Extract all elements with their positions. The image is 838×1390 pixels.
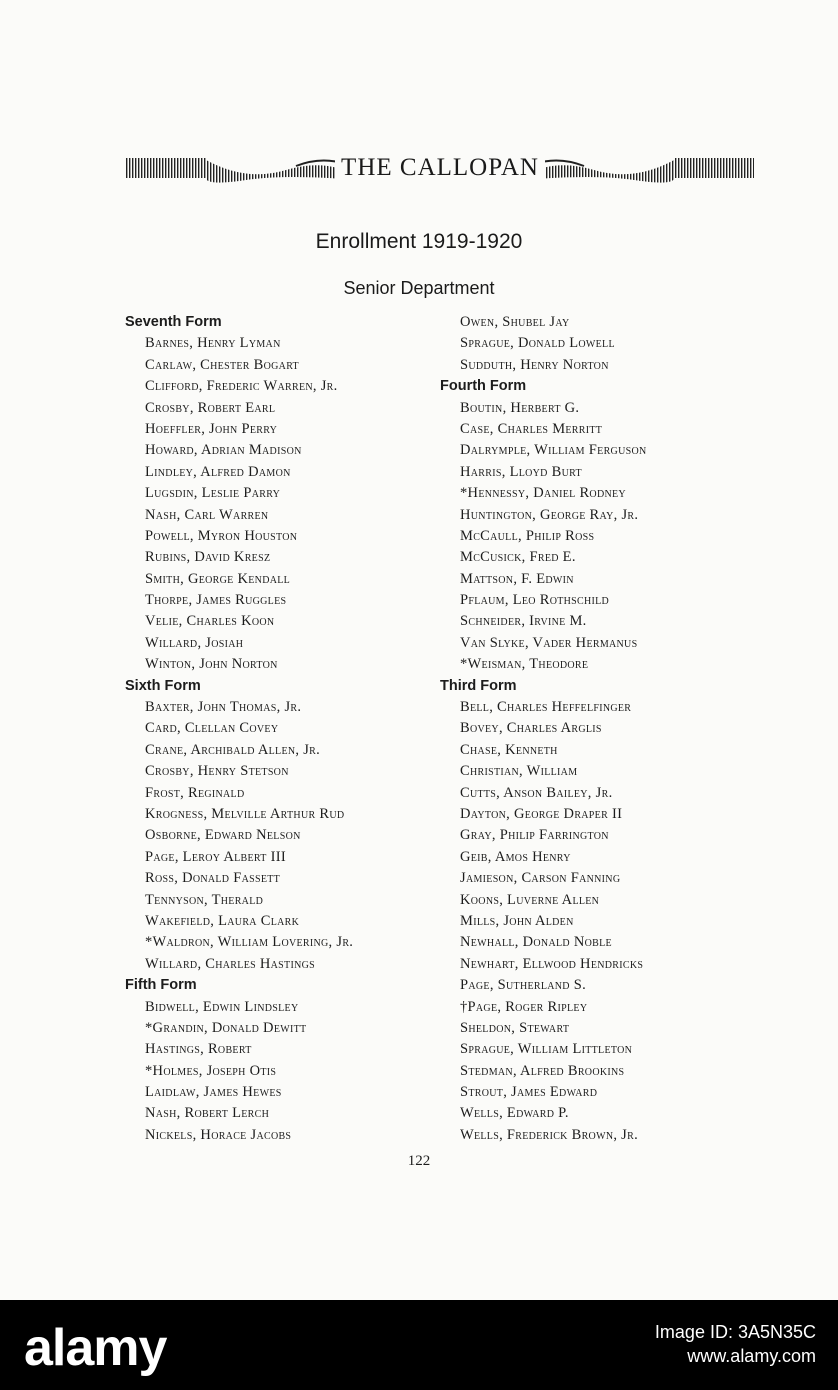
student-name: Crane, Archibald Allen, Jr. bbox=[145, 741, 321, 758]
form-heading: Fifth Form bbox=[125, 977, 197, 994]
student-name: Dalrymple, William Ferguson bbox=[460, 442, 647, 459]
student-name: *Grandin, Donald Dewitt bbox=[145, 1019, 307, 1036]
student-name: Chase, Kenneth bbox=[460, 741, 558, 758]
alamy-logo: alamy bbox=[24, 1319, 167, 1377]
student-name: Tennyson, Therald bbox=[145, 891, 264, 908]
student-name: Clifford, Frederic Warren, Jr. bbox=[145, 378, 338, 395]
student-name: Lugsdin, Leslie Parry bbox=[145, 485, 281, 502]
student-name: Dayton, George Draper II bbox=[460, 805, 623, 822]
student-name: Van Slyke, Vader Hermanus bbox=[460, 634, 638, 651]
form-heading: Sixth Form bbox=[125, 677, 201, 694]
form-heading: Seventh Form bbox=[125, 314, 222, 330]
student-name: Cutts, Anson Bailey, Jr. bbox=[460, 784, 613, 801]
student-name: Krogness, Melville Arthur Rud bbox=[145, 805, 345, 822]
student-name: Laidlaw, James Hewes bbox=[145, 1084, 282, 1101]
student-name: Willard, Josiah bbox=[145, 634, 244, 651]
student-name: *Hennessy, Daniel Rodney bbox=[460, 485, 626, 502]
student-name: Mills, John Alden bbox=[460, 912, 574, 929]
student-name: Card, Clellan Covey bbox=[145, 720, 279, 737]
form-heading: Third Form bbox=[440, 677, 517, 694]
student-name: Willard, Charles Hastings bbox=[145, 955, 315, 972]
student-name: Velie, Charles Koon bbox=[145, 613, 275, 630]
student-name: Ross, Donald Fassett bbox=[145, 870, 281, 887]
image-id-block bbox=[655, 1320, 816, 1368]
student-name: Sudduth, Henry Norton bbox=[460, 356, 609, 373]
student-name: Huntington, George Ray, Jr. bbox=[460, 506, 639, 523]
student-name: Wells, Frederick Brown, Jr. bbox=[460, 1126, 639, 1143]
student-name: Thorpe, James Ruggles bbox=[145, 592, 287, 609]
student-name: Christian, William bbox=[460, 763, 578, 780]
student-name: Page, Sutherland S. bbox=[460, 977, 587, 994]
student-name: Nickels, Horace Jacobs bbox=[145, 1126, 292, 1143]
student-name: Wells, Edward P. bbox=[460, 1105, 569, 1122]
student-name: McCaull, Philip Ross bbox=[460, 527, 595, 544]
student-name: Owen, Shubel Jay bbox=[460, 314, 570, 330]
student-name: Carlaw, Chester Bogart bbox=[145, 356, 299, 373]
student-name: Frost, Reginald bbox=[145, 784, 245, 801]
student-name: Sprague, William Littleton bbox=[460, 1041, 633, 1058]
student-name: Winton, John Norton bbox=[145, 656, 278, 673]
student-name: *Weisman, Theodore bbox=[460, 656, 589, 673]
form-heading: Fourth Form bbox=[440, 378, 527, 395]
student-name: Strout, James Edward bbox=[460, 1084, 598, 1101]
student-name: Crosby, Henry Stetson bbox=[145, 763, 289, 780]
right-column bbox=[440, 312, 740, 1146]
student-name: Geib, Amos Henry bbox=[460, 848, 571, 865]
student-name: Newhart, Ellwood Hendricks bbox=[460, 955, 644, 972]
student-name: Stedman, Alfred Brookins bbox=[460, 1062, 625, 1079]
student-name: Sprague, Donald Lowell bbox=[460, 335, 615, 352]
student-name: Boutin, Herbert G. bbox=[460, 399, 580, 416]
student-name: Mattson, F. Edwin bbox=[460, 570, 574, 587]
student-name: Wakefield, Laura Clark bbox=[145, 912, 300, 929]
student-name: Nash, Carl Warren bbox=[145, 506, 269, 523]
student-name: Gray, Philip Farrington bbox=[460, 827, 609, 844]
student-name: Bell, Charles Heffelfinger bbox=[460, 699, 632, 716]
student-name: Smith, George Kendall bbox=[145, 570, 291, 587]
left-column bbox=[125, 312, 435, 1146]
student-name: *Waldron, William Lovering, Jr. bbox=[145, 934, 354, 951]
student-name: Powell, Myron Houston bbox=[145, 527, 298, 544]
student-name: Hastings, Robert bbox=[145, 1041, 252, 1058]
department-heading: Senior Department bbox=[343, 278, 495, 298]
student-name: McCusick, Fred E. bbox=[460, 549, 576, 566]
student-name: Koons, Luverne Allen bbox=[460, 891, 600, 908]
banner-title: THE CALLOPAN bbox=[126, 154, 754, 182]
student-name: Bovey, Charles Arglis bbox=[460, 720, 602, 737]
page-title: Enrollment 1919-1920 bbox=[315, 230, 523, 253]
student-name: Crosby, Robert Earl bbox=[145, 399, 276, 416]
site-url: www.alamy.com bbox=[687, 1346, 816, 1366]
student-name: Jamieson, Carson Fanning bbox=[460, 870, 621, 887]
student-name: Howard, Adrian Madison bbox=[145, 442, 302, 459]
student-name: †Page, Roger Ripley bbox=[460, 998, 588, 1015]
student-name: Page, Leroy Albert III bbox=[145, 848, 287, 865]
student-name: Nash, Robert Lerch bbox=[145, 1105, 270, 1122]
student-name: Rubins, David Kresz bbox=[145, 549, 271, 566]
student-name: Case, Charles Merritt bbox=[460, 420, 603, 437]
student-name: Harris, Lloyd Burt bbox=[460, 463, 582, 480]
image-id: Image ID: 3A5N35C bbox=[654, 1322, 816, 1342]
student-name: Barnes, Henry Lyman bbox=[145, 335, 281, 352]
student-name: Newhall, Donald Noble bbox=[460, 934, 612, 951]
student-name: Hoeffler, John Perry bbox=[145, 420, 278, 437]
student-name: Schneider, Irvine M. bbox=[460, 613, 587, 630]
student-name: *Holmes, Joseph Otis bbox=[145, 1062, 277, 1079]
page-number: 122 bbox=[407, 1153, 431, 1169]
student-name: Lindley, Alfred Damon bbox=[145, 463, 291, 480]
watermark-footer bbox=[0, 1300, 838, 1390]
student-name: Baxter, John Thomas, Jr. bbox=[145, 699, 302, 716]
student-name: Osborne, Edward Nelson bbox=[145, 827, 301, 844]
student-name: Bidwell, Edwin Lindsley bbox=[145, 998, 299, 1015]
student-name: Sheldon, Stewart bbox=[460, 1019, 570, 1036]
student-name: Pflaum, Leo Rothschild bbox=[460, 592, 610, 609]
decorative-banner bbox=[126, 152, 754, 186]
